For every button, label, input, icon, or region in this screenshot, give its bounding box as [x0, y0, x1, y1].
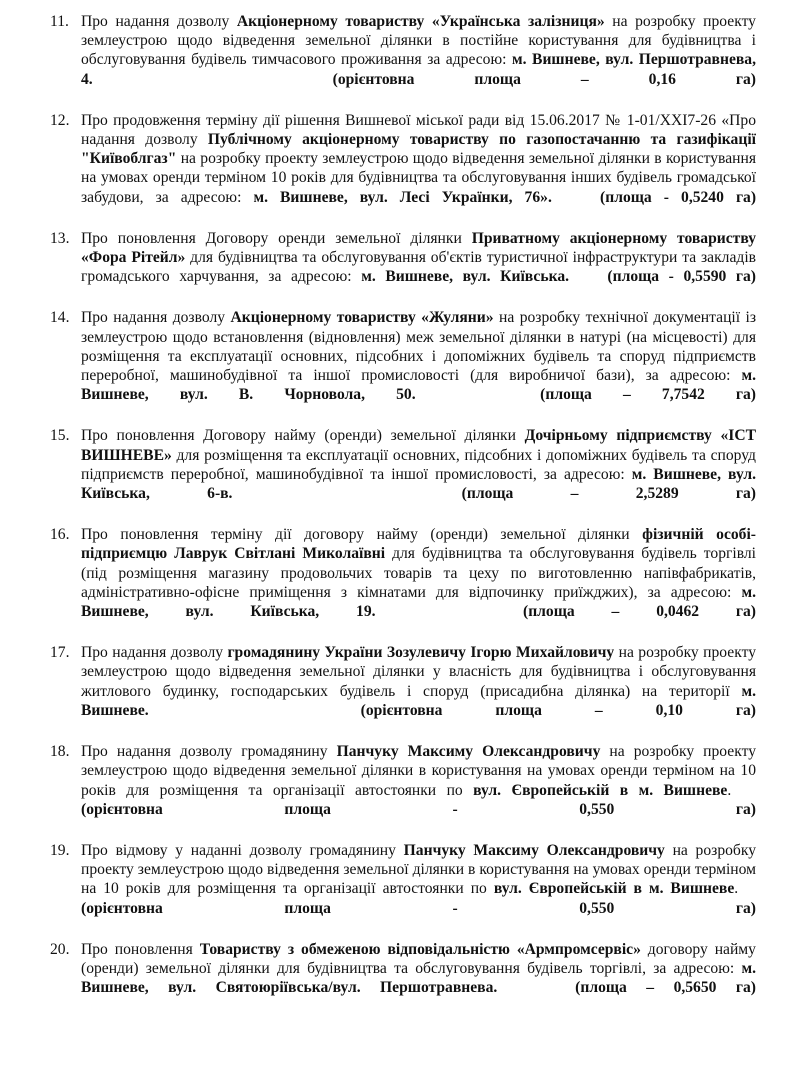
text: Про надання дозволу [81, 309, 231, 327]
text: Про відмову у наданні дозволу громадянину [81, 841, 404, 859]
area-value: (площа – 0,0462 га) [523, 603, 757, 621]
text: Про поновлення [81, 940, 200, 958]
area-value: (площа – 0,5650 га) [575, 979, 756, 997]
item-text [81, 12, 756, 89]
item-text [81, 525, 756, 621]
list-item [50, 111, 756, 207]
text: на розробку проекту землеустрою щодо відведення земельної ділянки в користування на умовах оренди терміном на 10 років для розміщення та організації автостоянки по [81, 841, 756, 898]
bold-text: Приватному акціонерному товариству «Фора Рітейл» [81, 229, 757, 267]
area-value: (площа – 7,7542 га) [540, 386, 756, 404]
bold-text: Акціонерному товариству «Жуляни» [230, 309, 494, 327]
list-item [50, 426, 756, 503]
item-text [81, 229, 756, 287]
bold-text: громадянину України Зозулевичу Ігорю Михайловичу [227, 644, 615, 662]
text: на розробку технічної документації із землеустрою щодо встановлення (відновлення) меж земельної ділянки в натурі (на місцевості) для розміщення та експлуатації основних, підсобних і допоміжних будівель та споруд підприємств переробної, машинобудівної та іншої промисловості (для виробничої бази), за адресою: [81, 309, 757, 385]
area-value: (площа – 2,5289 га) [461, 485, 757, 503]
list-item [50, 525, 756, 621]
item-number: 16. [50, 526, 70, 544]
text: Про надання дозволу [81, 13, 237, 30]
text: . [727, 781, 732, 799]
area-value: (орієнтовна площа – 0,16 га) [332, 70, 757, 88]
bold-text: м. Вишневе, вул. Першотравнева, 4. [81, 51, 756, 88]
bold-text: Публічному акціонерному товариству по газопостачанню та газифікації "Київоблгаз" [81, 131, 756, 168]
text: на розробку проекту землеустрою щодо відведення земельної ділянки в користування на умовах оренди терміном 10 років для будівництва та обслуговування інших будівель громадської забудови, за адресою: [81, 150, 756, 206]
area-value: (площа - 0,5590 га) [607, 268, 756, 286]
bold-text: вул. Європейській в м. Вишневе [473, 781, 728, 799]
decision-list [50, 12, 756, 997]
list-item [50, 940, 756, 998]
bold-text: фізичній особі-підприємцю Лаврук Світлані Миколаївні [81, 526, 756, 563]
item-text [81, 111, 756, 207]
text: договору найму (оренди) земельної ділянки для будівництва та обслуговування будівель торгівлі, за адресою: [81, 940, 756, 977]
text: Про поновлення терміну дії договору найму (оренди) земельної ділянки [81, 526, 643, 544]
bold-text: м. Вишневе, вул. Лесі Українки, 76». [253, 188, 552, 206]
item-number: 18. [50, 743, 70, 761]
bold-text: Дочірньому підприємству «ІСТ ВИШНЕВЕ» [81, 427, 756, 464]
item-text [81, 742, 756, 819]
area-value: (орієнтовна площа – 0,10 га) [360, 701, 757, 719]
text: на розробку проекту землеустрою щодо відведення земельної ділянки в користування на умовах оренди терміном на 10 років для розміщення та організації автостоянки по [81, 743, 756, 799]
item-number: 12. [50, 111, 70, 129]
area-value: (орієнтовна площа - 0,550 га) [81, 899, 756, 917]
area-value: (орієнтовна площа - 0,550 га) [81, 800, 756, 818]
bold-text: Панчуку Максиму Олександровичу [403, 841, 665, 859]
item-text [81, 426, 756, 503]
bold-text: вул. Європейській в м. Вишневе [493, 880, 735, 898]
text: Про поновлення Договору оренди земельної ділянки [81, 229, 472, 247]
bold-text: м. Вишневе, вул. Київська. [361, 268, 570, 286]
text: для будівництва та обслуговування будівель торгівлі (під розміщення магазину продовольчих товарів та цеху по виготовленню напівфабрикатів, адміністративно-офісне приміщення з кімнатами для відпочинку приїжджих), за адресою: [81, 545, 756, 601]
text: для розміщення та експлуатації основних, підсобних і допоміжних будівель та споруд підприємств переробної, машинобудівної та іншої промисловості, за адресою: [81, 446, 756, 483]
text: Про поновлення Договору найму (оренди) земельної ділянки [81, 427, 525, 445]
list-item [50, 308, 756, 404]
item-number: 19. [50, 841, 70, 859]
list-item [50, 643, 756, 720]
item-number: 20. [50, 940, 70, 958]
list-item [50, 12, 756, 89]
area-value: (площа - 0,5240 га) [600, 188, 757, 206]
bold-text: Акціонерному товариству «Українська залізниця» [236, 13, 605, 30]
item-text [81, 308, 756, 404]
list-item [50, 742, 756, 819]
text: на розробку проекту землеустрою щодо відведення земельної ділянки у власність для будівництва і обслуговування житлового будинку, господарських будівель і споруд (присадибна ділянка) на території [81, 644, 756, 700]
text: . [734, 880, 739, 898]
bold-text: Панчуку Максиму Олександровичу [336, 743, 601, 761]
item-text [81, 643, 756, 720]
bold-text: м. Вишневе. [81, 682, 756, 719]
item-number: 13. [50, 229, 70, 247]
text: для будівництва та обслуговування об'єктів туристичної інфраструктури та закладів громадського харчування, за адресою: [81, 249, 757, 286]
bold-text: м. Вишневе, вул. В. Чорновола, 50. [81, 367, 756, 404]
text: Про надання дозволу громадянину [81, 743, 337, 761]
text: Про надання дозволу [81, 644, 228, 662]
bold-text: Товариству з обмеженою відповідальністю «Армпромсервіс» [199, 940, 641, 958]
bold-text: м. Вишневе, вул. Київська, 6-в. [81, 465, 756, 503]
item-text [81, 940, 756, 998]
item-number: 17. [50, 644, 70, 662]
list-item [50, 841, 756, 918]
item-number: 14. [50, 309, 70, 327]
list-item [50, 229, 756, 287]
text: Про продовження терміну дії рішення Вишневої міської ради від 15.06.2017 № 1-01/XXI7-26 «Про надання дозволу [81, 111, 756, 149]
bold-text: м. Вишневе, вул. Святоюріївська/вул. Першотравнева. [81, 959, 756, 997]
item-number: 15. [50, 427, 70, 445]
item-number: 11. [50, 13, 69, 30]
bold-text: м. Вишневе, вул. Київська, 19. [81, 583, 756, 621]
text: на розробку проекту землеустрою щодо відведення земельної ділянки в постійне користування для будівництва і обслуговування будівель тимчасового проживання за адресою: [81, 13, 756, 69]
item-text [81, 841, 756, 918]
